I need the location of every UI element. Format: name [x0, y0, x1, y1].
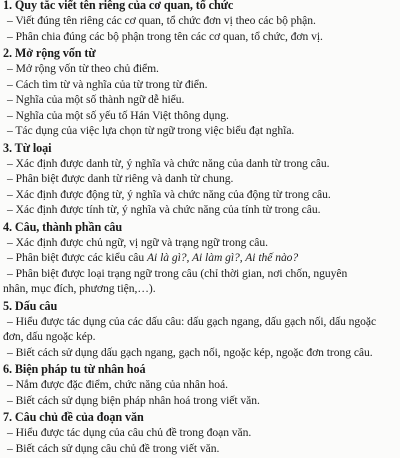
section-4	[0, 220, 400, 297]
list-item: – Nghĩa của một số yếu tố Hán Việt thông dụng.	[7, 108, 229, 122]
list-item: – Viết đúng tên riêng các cơ quan, tổ chức đơn vị theo các bộ phận.	[7, 14, 316, 27]
list-item: – Nghĩa của một số thành ngữ dễ hiểu.	[7, 93, 185, 106]
list-item: – Phân chia đúng các bộ phận trong tên các cơ quan, tổ chức, đơn vị.	[7, 29, 323, 43]
list-item: – Cách tìm từ và nghĩa của từ trong từ điển.	[7, 77, 208, 91]
list-item-text: – Phân biệt được các kiểu câu	[7, 251, 148, 264]
list-item: – Mở rộng vốn từ theo chủ điểm.	[7, 62, 159, 75]
list-item-continuation: đơn, dấu ngoặc kép.	[3, 330, 96, 343]
list-item: – Xác định được danh từ, ý nghĩa và chức năng của danh từ trong câu.	[7, 156, 330, 170]
list-item: – Biết cách sử dụng biện pháp nhân hoá trong viết văn.	[7, 393, 260, 407]
list-item	[0, 250, 400, 266]
section-heading: 6. Biện pháp tu từ nhân hoá	[3, 362, 146, 376]
list-item: – Phân biệt được danh từ riêng và danh từ chung.	[7, 172, 234, 185]
section-7	[0, 410, 400, 456]
list-item: – Xác định được tính từ, ý nghĩa và chức năng của tính từ trong câu.	[7, 203, 321, 216]
list-item: – Tác dụng của việc lựa chọn từ ngữ trong việc biểu đạt nghĩa.	[7, 124, 295, 137]
list-item: – Xác định được động từ, ý nghĩa và chức năng của động từ trong câu.	[7, 187, 331, 201]
section-3	[0, 141, 400, 218]
section-2	[0, 46, 400, 139]
section-6	[0, 362, 400, 408]
section-1	[0, 0, 400, 44]
section-heading: 4. Câu, thành phần câu	[3, 219, 123, 234]
list-item-continuation: nhân, mục đích, phương tiện,…).	[3, 282, 156, 295]
list-item: – Nắm được đặc điểm, chức năng của nhân hoá.	[7, 378, 228, 391]
section-heading: 7. Câu chủ đề của đoạn văn	[3, 410, 144, 424]
section-heading: 5. Dấu câu	[3, 298, 58, 313]
list-item: – Biết cách sử dụng dấu gạch ngang, gạch nối, ngoặc kép, ngoặc đơn trong câu.	[7, 345, 373, 359]
list-item: – Biết cách sử dụng câu chủ đề trong viết văn.	[7, 441, 220, 455]
section-heading: 3. Từ loại	[3, 140, 52, 155]
list-item: – Hiểu được tác dụng của các dấu câu: dấu gạch ngang, dấu gạch nối, dấu ngoặc	[7, 314, 377, 328]
section-heading: 2. Mở rộng vốn từ	[3, 46, 96, 60]
sentence-types-italic: Ai là gì?, Ai làm gì?, Ai thế nào?	[147, 251, 299, 264]
section-heading: 1. Quy tắc viết tên riêng của cơ quan, tổ chức	[3, 0, 234, 12]
section-5	[0, 299, 400, 361]
list-item: – Xác định được chủ ngữ, vị ngữ và trạng ngữ trong câu.	[7, 235, 268, 249]
list-item: – Hiểu được tác dụng của câu chủ đề trong đoạn văn.	[7, 426, 252, 439]
list-item: – Phân biệt được loại trạng ngữ trong câu (chỉ thời gian, nơi chốn, nguyên	[7, 266, 348, 280]
